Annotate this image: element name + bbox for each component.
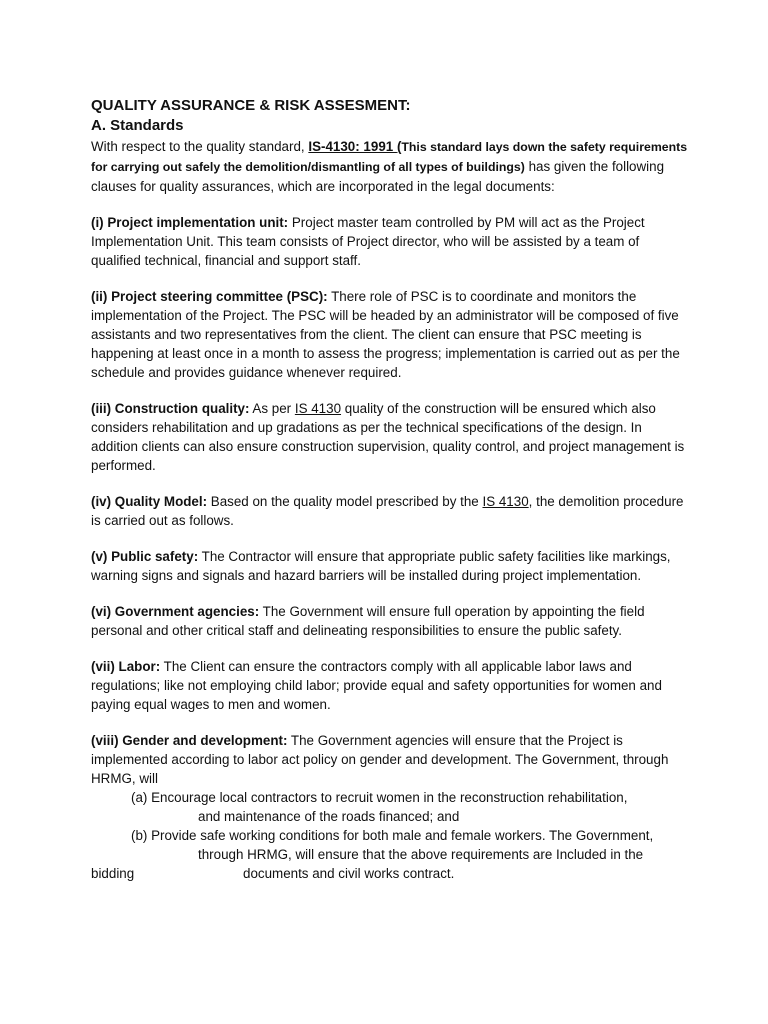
standard-link: IS 4130 [482, 494, 529, 509]
clause-public-safety [91, 547, 691, 585]
clause-government-agencies [91, 602, 691, 640]
clause-text-before: As per [249, 401, 295, 416]
sub-item-b-line3-lead: bidding [91, 866, 135, 881]
clause-label: (v) Public safety: [91, 549, 199, 564]
clause-label: (viii) Gender and development: [91, 733, 288, 748]
clause-gender-and-development [91, 731, 691, 788]
sub-item-a-line2: and maintenance of the roads financed; and [198, 809, 460, 824]
sub-item-a-line1: (a) Encourage local contractors to recruit women in the reconstruction rehabilitation, [131, 790, 628, 805]
document-title: QUALITY ASSURANCE & RISK ASSESMENT: [91, 97, 411, 114]
clause-labor [91, 657, 691, 714]
standard-reference: IS-4130: 1991 [308, 139, 397, 154]
clause-text: The Government will ensure full operation by appointing the field personal and other critical staff and delineating responsibilities to ensure the public safety. [91, 604, 645, 638]
clause-text-before: Based on the quality model prescribed by the [207, 494, 483, 509]
clause-text: Project master team controlled by PM will act as the Project Implementation Unit. This team consists of Project director, who will be assisted by a team of qualified technical, financial and support staff. [91, 215, 645, 268]
standard-description: This standard lays down the safety requirements for carrying out safely the demolition/dismantling of all types of buildings) [91, 140, 688, 174]
clause-text: There role of PSC is to coordinate and monitors the implementation of the Project. The PSC will be headed by an administrator will be composed of five assistants and two representatives from the client. The client can ensure that PSC meeting is happening at least once in a month to assess the progress; implementation is carried out as per the schedule and provides guidance whenever required. [91, 289, 680, 380]
clause-text: The Government agencies will ensure that the Project is implemented according to labor act policy on gender and development. The Government, through HRMG, will [91, 733, 669, 786]
clause-label: (iv) Quality Model: [91, 494, 208, 509]
sub-item-b-line3-rest: documents and civil works contract. [243, 866, 455, 881]
clause-label: (ii) Project steering committee (PSC): [91, 289, 328, 304]
clause-project-implementation-unit [91, 213, 691, 270]
section-heading: A. Standards [91, 117, 184, 134]
intro-paragraph [91, 137, 691, 196]
clause-label: (i) Project implementation unit: [91, 215, 289, 230]
sub-item-b-line3 [91, 864, 691, 883]
clause-construction-quality [91, 399, 691, 475]
clause-label: (iii) Construction quality: [91, 401, 250, 416]
clause-label: (vi) Government agencies: [91, 604, 260, 619]
clause-label: (vii) Labor: [91, 659, 161, 674]
intro-text-after: has given the following clauses for quality assurances, which are incorporated in the legal documents: [91, 159, 665, 194]
intro-text-before: With respect to the quality standard, [91, 139, 309, 154]
clause-text-after: quality of the construction will be ensured which also considers rehabilitation and up gradations as per the technical specifications of the design. In addition clients can also ensure construction supervision, quality control, and project management is performed. [91, 401, 685, 473]
document-body [91, 96, 691, 883]
clause-text: The Contractor will ensure that appropriate public safety facilities like markings, warning signs and signals and hazard barriers will be installed during project implementation. [91, 549, 671, 583]
sub-item-b-line2: through HRMG, will ensure that the above requirements are Included in the [198, 847, 644, 862]
standard-link: IS 4130 [294, 401, 342, 416]
clause-text-after: , the demolition procedure is carried out as follows. [91, 494, 684, 528]
clause-text: The Client can ensure the contractors comply with all applicable labor laws and regulations; like not employing child labor; provide equal and safety opportunities for women and paying equal wages to men and women. [91, 659, 662, 712]
sub-item-b-line1: (b) Provide safe working conditions for both male and female workers. The Government, [131, 828, 654, 843]
paren-open: ( [396, 139, 402, 154]
clause-quality-model [91, 492, 691, 530]
clause-project-steering-committee [91, 287, 691, 382]
